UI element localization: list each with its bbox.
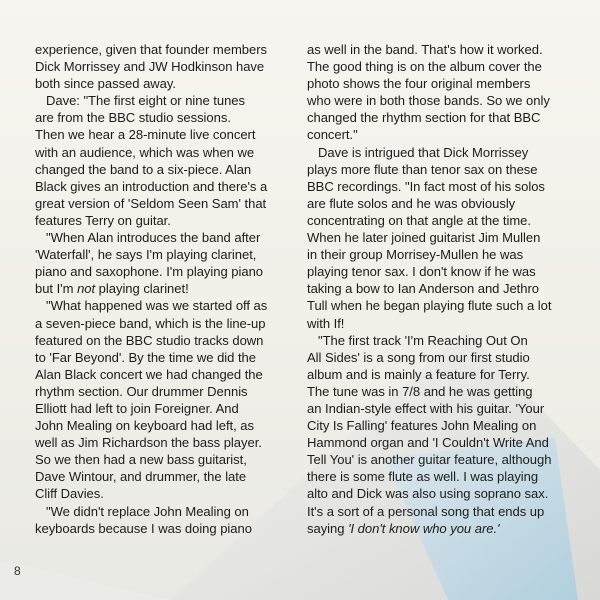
text-line: there is some flute as well. I was playing bbox=[307, 469, 539, 485]
text-line: 'Waterfall', he says I'm playing clarinet, bbox=[35, 247, 257, 263]
text-line: a seven-piece band, which is the line-up bbox=[35, 315, 266, 331]
right-text-column bbox=[307, 41, 569, 537]
text-line: in their group Morrisey-Mullen he was bbox=[307, 247, 524, 263]
text-line bbox=[35, 280, 297, 297]
text-line: "The first track 'I'm Reaching Out On bbox=[318, 332, 528, 348]
text-line: photo shows the four original members bbox=[307, 76, 531, 92]
text-line: All Sides' is a song from our first studio bbox=[307, 349, 530, 365]
text-line: experience, given that founder members bbox=[35, 42, 268, 57]
text-line: Elliott had left to join Foreigner. And bbox=[35, 400, 239, 416]
text-line: well as Jim Richardson the bass player. bbox=[35, 435, 262, 451]
text-line: album and is mainly a feature for Terry. bbox=[307, 366, 530, 382]
text-line: featured on the BBC studio tracks down bbox=[35, 332, 264, 348]
emphasized-text: 'I don't know who you are.' bbox=[348, 520, 500, 536]
text-line: Then we hear a 28-minute live concert bbox=[35, 127, 256, 143]
text-line: features Terry on guitar. bbox=[35, 212, 171, 228]
corner-shade-shape bbox=[0, 560, 170, 600]
text-line: The tune was in 7/8 and he was getting bbox=[307, 383, 533, 399]
text-line: "When Alan introduces the band after bbox=[46, 230, 261, 246]
text-line: taking a bow to Ian Anderson and Jethro bbox=[307, 281, 539, 297]
text-line: When he later joined guitarist Jim Mullen bbox=[307, 230, 541, 246]
text-line: Tell You' is another guitar feature, although bbox=[307, 452, 552, 468]
text-line: an Indian-style effect with his guitar. 'Your bbox=[307, 400, 545, 416]
text-line: changed the band to a six-piece. Alan bbox=[35, 161, 252, 177]
text-line: Tull when he began playing flute such a lot bbox=[307, 298, 552, 314]
text-line: Dave is intrigued that Dick Morrissey bbox=[318, 144, 529, 160]
text-line: concert." bbox=[307, 127, 358, 143]
text-line: who were in both those bands. So we only bbox=[307, 93, 550, 109]
text-line: playing tenor sax. I don't know if he was bbox=[307, 264, 536, 280]
text-line: Dave: "The first eight or nine tunes bbox=[46, 93, 245, 109]
text-line: BBC recordings. "In fact most of his solos bbox=[307, 178, 545, 194]
text-line bbox=[307, 520, 569, 537]
text-segment: saying bbox=[307, 520, 349, 536]
text-line: to 'Far Beyond'. By the time we did the bbox=[35, 349, 256, 365]
text-line: both since passed away. bbox=[35, 76, 176, 92]
text-line: "We didn't replace John Mealing on bbox=[46, 503, 249, 519]
text-line: rhythm section. Our drummer Dennis bbox=[35, 383, 248, 399]
text-segment: but I'm bbox=[35, 281, 78, 297]
text-segment: playing clarinet! bbox=[95, 281, 189, 297]
text-line: So we then had a new bass guitarist, bbox=[35, 452, 247, 468]
text-line: concentrating on that angle at the time. bbox=[307, 212, 531, 228]
text-line: great version of 'Seldom Seen Sam' that bbox=[35, 195, 267, 211]
text-line: John Mealing on keyboard had left, as bbox=[35, 418, 255, 434]
text-line: It's a sort of a personal song that ends up bbox=[307, 503, 545, 519]
text-line: Dave Wintour, and drummer, the late bbox=[35, 469, 247, 485]
emphasized-text: not bbox=[77, 281, 96, 297]
text-line: with an audience, which was when we bbox=[35, 144, 255, 160]
text-line: piano and saxophone. I'm playing piano bbox=[35, 264, 264, 280]
text-line: as well in the band. That's how it worked. bbox=[307, 42, 543, 57]
text-line: are flute solos and he was obviously bbox=[307, 195, 516, 211]
text-line: with If! bbox=[307, 315, 345, 331]
text-line: Black gives an introduction and there's a bbox=[35, 178, 268, 194]
text-line: Hammond organ and 'I Couldn't Write And bbox=[307, 435, 549, 451]
page-number: 8 bbox=[14, 564, 21, 578]
text-line: alto and Dick was also using soprano sax. bbox=[307, 486, 549, 502]
text-line: are from the BBC studio sessions. bbox=[35, 110, 231, 126]
text-line: "What happened was we started off as bbox=[46, 298, 268, 314]
text-line: plays more flute than tenor sax on these bbox=[307, 161, 538, 177]
text-line: City Is Falling' features John Mealing on bbox=[307, 418, 537, 434]
left-text-column bbox=[35, 41, 297, 537]
text-line: keyboards because I was doing piano bbox=[35, 520, 252, 536]
text-line: Dick Morrissey and JW Hodkinson have bbox=[35, 59, 265, 75]
text-line: Alan Black concert we had changed the bbox=[35, 366, 263, 382]
text-line: changed the rhythm section for that BBC bbox=[307, 110, 541, 126]
text-line: The good thing is on the album cover the bbox=[307, 59, 542, 75]
text-line: Cliff Davies. bbox=[35, 486, 104, 502]
